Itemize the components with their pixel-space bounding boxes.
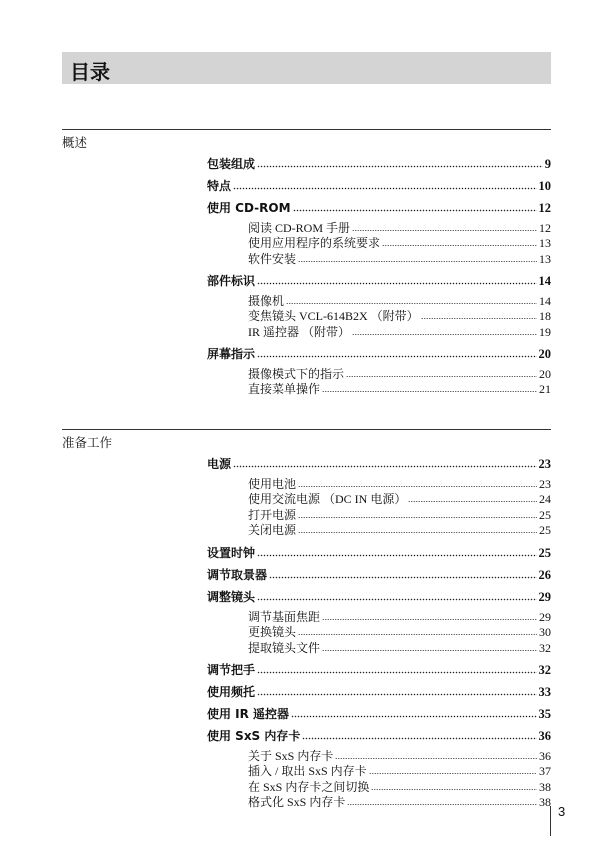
- dot-leader: [257, 165, 543, 168]
- dot-leader: [352, 333, 537, 336]
- toc-entry-page: 9: [544, 157, 551, 171]
- toc-subentry[interactable]: [248, 640, 551, 656]
- toc-entry-page: 20: [538, 347, 551, 361]
- toc-entry[interactable]: [207, 662, 551, 678]
- toc-entry-label: 特点: [207, 179, 232, 193]
- toc-entry-label: 电源: [207, 457, 232, 471]
- toc-subentry-page: 24: [539, 492, 551, 506]
- toc-entry-label: 设置时钟: [207, 546, 256, 560]
- dot-leader: [322, 618, 537, 621]
- dot-leader: [322, 649, 537, 652]
- toc-subentry-page: 36: [539, 749, 551, 763]
- toc-entry-page: 12: [538, 201, 551, 215]
- page-number-rule: [550, 806, 551, 836]
- toc-entry[interactable]: [207, 545, 551, 561]
- dot-leader: [233, 187, 536, 190]
- toc-subentry[interactable]: [248, 308, 551, 324]
- toc-entry[interactable]: [207, 456, 551, 472]
- toc-subentry-page: 14: [539, 294, 551, 308]
- toc-entry-page: 29: [538, 590, 551, 604]
- dot-leader: [257, 554, 536, 557]
- toc-subentry[interactable]: [248, 522, 551, 538]
- dot-leader: [298, 516, 537, 519]
- toc-subentry[interactable]: [248, 251, 551, 267]
- toc-entry[interactable]: [207, 178, 551, 194]
- toc-subentry-label: 摄像模式下的指示: [248, 367, 345, 381]
- dot-leader: [269, 576, 536, 579]
- toc-entry-page: 32: [538, 663, 551, 677]
- toc-subentry-label: 使用电池: [248, 477, 297, 491]
- dot-leader: [421, 317, 537, 320]
- dot-leader: [408, 500, 537, 503]
- toc-subentry-label: 插入 / 取出 SxS 内存卡: [248, 764, 367, 778]
- toc-entry-label: 屏幕指示: [207, 347, 256, 361]
- toc-subentry[interactable]: [248, 763, 551, 779]
- toc-subentry-label: 打开电源: [248, 508, 297, 522]
- toc-subentry-page: 23: [539, 477, 551, 491]
- toc-entry-label: 使用 IR 遥控器: [207, 707, 290, 721]
- toc-subentry-label: 关闭电源: [248, 523, 297, 537]
- dot-leader: [352, 229, 537, 232]
- toc-subentry-page: 13: [539, 252, 551, 266]
- toc-entry-page: 14: [538, 274, 551, 288]
- toc-subentry-page: 37: [539, 764, 551, 778]
- toc-subentry[interactable]: [248, 624, 551, 640]
- toc-subentry[interactable]: [248, 491, 551, 507]
- dot-leader: [369, 772, 537, 775]
- toc-subentry-label: 格式化 SxS 内存卡: [248, 795, 346, 809]
- toc-entry-label: 使用频托: [207, 685, 256, 699]
- toc-subentry[interactable]: [248, 381, 551, 397]
- toc-entry-page: 36: [538, 729, 551, 743]
- toc-entry-label: 包装组成: [207, 157, 256, 171]
- toc-subentry-label: 阅读 CD-ROM 手册: [248, 221, 351, 235]
- toc-entry-label: 使用 SxS 内存卡: [207, 729, 301, 743]
- dot-leader: [346, 375, 537, 378]
- toc-entry-label: 调节取景器: [207, 568, 268, 582]
- toc-entry[interactable]: [207, 728, 551, 744]
- toc-entry-label: 调整镜头: [207, 590, 256, 604]
- section-title: 准备工作: [62, 435, 113, 450]
- dot-leader: [298, 531, 537, 534]
- toc-subentry-page: 21: [539, 382, 551, 396]
- dot-leader: [322, 390, 537, 393]
- toc-entry[interactable]: [207, 273, 551, 289]
- toc-entry-label: 使用 CD-ROM: [207, 201, 291, 215]
- toc-entry[interactable]: [207, 156, 551, 172]
- toc-subentry-page: 19: [539, 325, 551, 339]
- dot-leader: [293, 209, 537, 212]
- toc-entry-page: 10: [538, 179, 551, 193]
- dot-leader: [298, 633, 537, 636]
- toc-subentry-label: 摄像机: [248, 294, 285, 308]
- dot-leader: [257, 598, 536, 601]
- dot-leader: [257, 693, 536, 696]
- section-rule: [62, 429, 551, 430]
- toc-subentry-page: 18: [539, 309, 551, 323]
- toc-entry[interactable]: [207, 200, 551, 216]
- dot-leader: [335, 757, 537, 760]
- dot-leader: [257, 671, 536, 674]
- toc-entry-page: 26: [538, 568, 551, 582]
- toc-title-bar: [62, 52, 551, 84]
- dot-leader: [347, 803, 537, 806]
- toc-subentry-label: 更换镜头: [248, 625, 297, 639]
- toc-subentry-label: 直接菜单操作: [248, 382, 321, 396]
- dot-leader: [382, 244, 537, 247]
- toc-subentry-page: 32: [539, 641, 551, 655]
- toc-entry[interactable]: [207, 567, 551, 583]
- toc-subentry-label: 在 SxS 内存卡之间切换: [248, 780, 370, 794]
- toc-entry-page: 35: [538, 707, 551, 721]
- toc-subentry-page: 30: [539, 625, 551, 639]
- toc-entry[interactable]: [207, 346, 551, 362]
- section-title: 概述: [62, 135, 88, 150]
- toc-subentry-label: 软件安装: [248, 252, 297, 266]
- dot-leader: [371, 788, 537, 791]
- section-rule: [62, 129, 551, 130]
- toc-subentry-label: 调节基面焦距: [248, 610, 321, 624]
- toc-entry-page: 23: [538, 457, 551, 471]
- toc-subentry-label: 使用交流电源 （DC IN 电源）: [248, 492, 407, 506]
- dot-leader: [257, 355, 536, 358]
- toc-subentry-label: IR 遥控器 （附带）: [248, 325, 351, 339]
- dot-leader: [233, 465, 536, 468]
- toc-subentry-page: 12: [539, 221, 551, 235]
- toc-subentry-page: 25: [539, 508, 551, 522]
- toc-entry[interactable]: [207, 706, 551, 722]
- toc-subentry-page: 20: [539, 367, 551, 381]
- toc-entry[interactable]: [207, 589, 551, 605]
- toc-subentry-label: 变焦镜头 VCL-614B2X （附带）: [248, 309, 419, 323]
- dot-leader: [302, 737, 536, 740]
- dot-leader: [298, 260, 537, 263]
- toc-entry-label: 调节把手: [207, 663, 256, 677]
- toc-subentry[interactable]: [248, 235, 551, 251]
- toc-subentry-page: 38: [539, 795, 551, 809]
- dot-leader: [286, 302, 537, 305]
- toc-subentry[interactable]: [248, 324, 551, 340]
- toc-entry-page: 33: [538, 685, 551, 699]
- dot-leader: [291, 715, 536, 718]
- toc-subentry[interactable]: [248, 794, 551, 810]
- dot-leader: [257, 282, 536, 285]
- toc-subentry-page: 13: [539, 236, 551, 250]
- toc-subentry-page: 25: [539, 523, 551, 537]
- page-title: 目录: [70, 60, 110, 84]
- toc-subentry-page: 29: [539, 610, 551, 624]
- toc-subentry-label: 提取镜头文件: [248, 641, 321, 655]
- page-number: 3: [558, 804, 566, 819]
- toc-subentry-label: 关于 SxS 内存卡: [248, 749, 334, 763]
- toc-entry-label: 部件标识: [207, 274, 256, 288]
- toc-subentry-page: 38: [539, 780, 551, 794]
- dot-leader: [298, 485, 537, 488]
- toc-entry[interactable]: [207, 684, 551, 700]
- toc-entry-page: 25: [538, 546, 551, 560]
- toc-subentry-label: 使用应用程序的系统要求: [248, 236, 381, 250]
